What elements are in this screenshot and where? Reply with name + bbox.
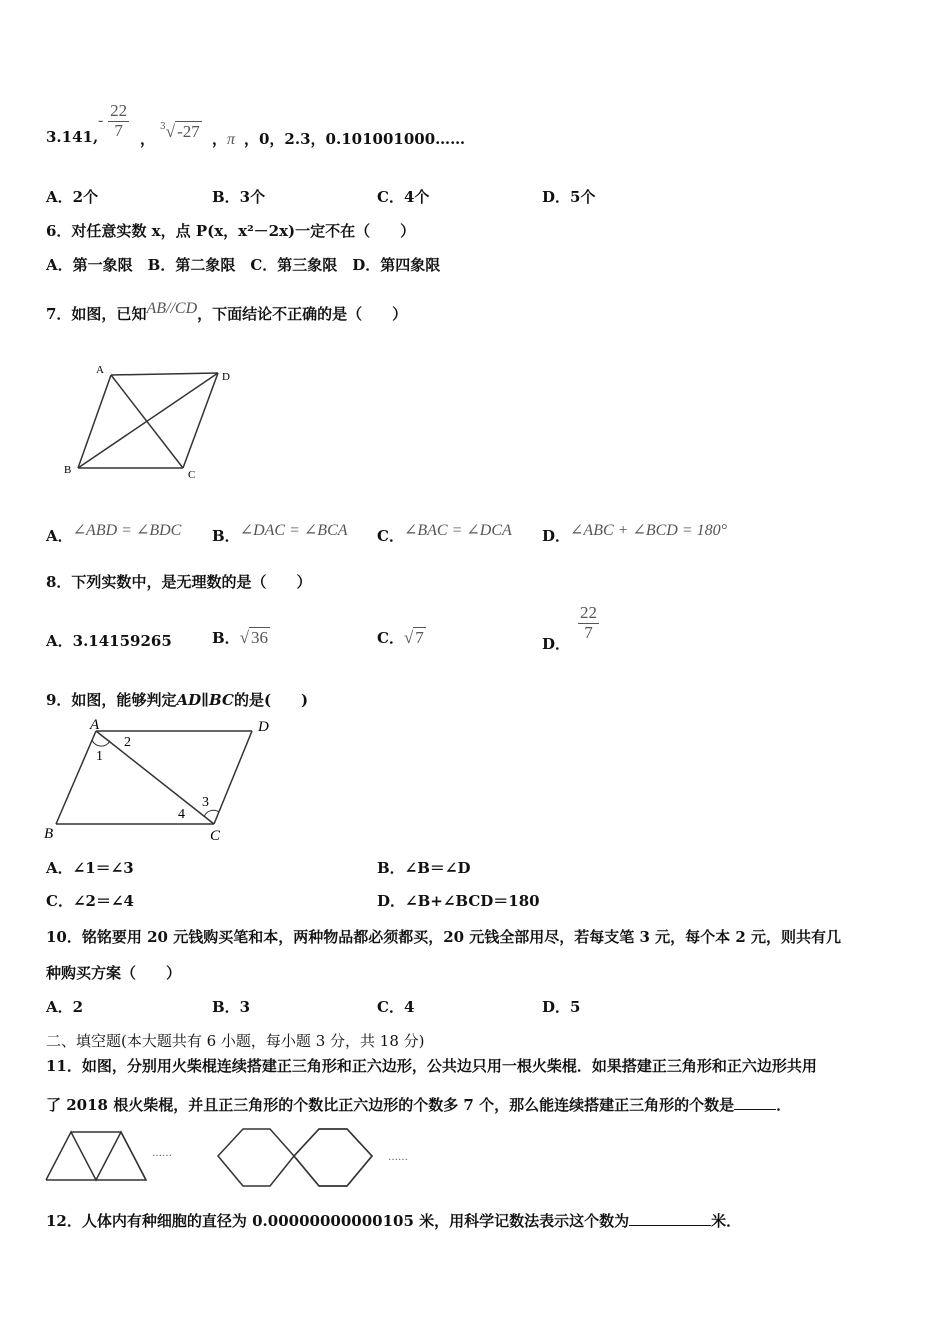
q9-angle-4: 4 [178, 807, 185, 822]
q5-comma: ， [140, 130, 156, 148]
q9-option-d[interactable]: D．∠B+∠BCD＝180 [377, 892, 540, 910]
q5-option-c[interactable]: C．4个 [377, 188, 430, 206]
q9-stem-prefix: 9．如图，能够判定 [46, 691, 177, 709]
q10-option-c[interactable]: C．4 [377, 998, 415, 1016]
q8-option-c-radicand: 7 [415, 628, 424, 647]
q8-option-d-denominator: 7 [584, 622, 593, 642]
q11-stem-line-2-text: 了 2018 根火柴棍，并且正三角形的个数比正六边形的个数多 7 个，那么能连续搭建正三角形的个数是 [46, 1096, 735, 1114]
q7-option-b-math: ∠DAC = ∠BCA [239, 522, 348, 539]
q5-option-b[interactable]: B．3个 [212, 188, 266, 206]
q8-option-d-letter: D． [542, 635, 571, 654]
q9-figure [44, 714, 284, 844]
q5-rest: ，0，2.3，0.101001000…… [244, 130, 466, 148]
q11-dots-hexagons: …… [388, 1152, 408, 1163]
q9-option-b[interactable]: B．∠B＝∠D [377, 859, 471, 877]
q5-fraction [98, 102, 129, 140]
q5-fraction-denominator: 7 [114, 120, 123, 140]
q9-angle-2: 2 [124, 735, 131, 750]
q8-option-b-letter: B． [212, 629, 240, 647]
q8-option-d[interactable] [542, 604, 599, 654]
q12-stem [46, 1210, 741, 1231]
q7-label-a: A [96, 364, 104, 376]
q8-option-c[interactable]: C．√ 7 [377, 628, 424, 647]
q7-option-d[interactable] [542, 520, 727, 546]
q11-stem-line-2-end: ． [776, 1096, 792, 1114]
q7-stem-math: AB//CD [146, 300, 198, 317]
q10-option-a[interactable]: A．2 [46, 998, 84, 1016]
q9-label-d: D [258, 719, 269, 735]
q7-label-b: B [64, 464, 72, 476]
q9-option-a[interactable]: A．∠1＝∠3 [46, 859, 134, 877]
q5-option-d[interactable]: D．5个 [542, 188, 596, 206]
q5-cube-root-radicand: -27 [177, 122, 200, 141]
q8-option-c-letter: C． [377, 629, 404, 647]
q5-numbers [46, 128, 98, 146]
q11-answer-blank[interactable] [734, 1109, 776, 1110]
q6-stem: 6．对任意实数 x，点 P(x，x²－2x)一定不在（ ） [46, 222, 416, 240]
q9-angle-1: 1 [96, 749, 103, 764]
section-2-heading: 二、填空题(本大题共有 6 小题，每小题 3 分，共 18 分) [46, 1032, 425, 1050]
q7-option-a-letter: A． [46, 527, 73, 545]
q7-option-b[interactable] [212, 520, 348, 546]
q8-stem: 8．下列实数中，是无理数的是（ ） [46, 573, 312, 591]
q8-option-b[interactable]: B．√ 36 [212, 628, 269, 647]
q7-option-d-math: ∠ABC + ∠BCD = 180° [570, 522, 728, 539]
q5-cube-root: $^3$√ -27 [160, 122, 200, 141]
q7-figure [58, 358, 238, 483]
q5-option-a[interactable]: A．2个 [46, 188, 99, 206]
q9-option-c[interactable]: C．∠2＝∠4 [46, 892, 134, 910]
q7-option-a[interactable] [46, 520, 181, 546]
q7-stem-prefix: 7．如图，已知 [46, 305, 147, 323]
q7-label-c: C [188, 469, 196, 481]
q7-label-d: D [222, 371, 230, 383]
q5-value-1: 3.141, [46, 128, 99, 146]
q8-option-a[interactable]: A．3.14159265 [46, 632, 172, 650]
q9-stem [46, 689, 308, 710]
q10-stem-line-2: 种购买方案（ ） [46, 964, 182, 982]
q7-stem [46, 300, 407, 324]
q9-label-c: C [210, 828, 221, 844]
q11-stem-line-1: 11．如图，分别用火柴棍连续搭建正三角形和正六边形，公共边只用一根火柴棍．如果搭建正三角形和正六边形共用 [46, 1057, 817, 1075]
q7-option-c[interactable] [377, 520, 512, 546]
q10-option-b[interactable]: B．3 [212, 998, 251, 1016]
q8-option-d-numerator: 22 [580, 603, 598, 622]
q12-answer-blank[interactable] [629, 1225, 711, 1226]
q7-option-b-letter: B． [212, 527, 240, 545]
q5-cube-root-index: 3 [160, 122, 166, 132]
q5-fraction-minus: - [98, 112, 104, 130]
q9-stem-suffix: 的是( ) [233, 691, 309, 709]
q6-options[interactable]: A．第一象限 B．第二象限 C．第三象限 D．第四象限 [46, 256, 441, 274]
q8-option-b-radicand: 36 [251, 628, 269, 647]
q7-option-a-math: ∠ABD = ∠BDC [72, 522, 182, 539]
q10-stem-line-1: 10．铭铭要用 20 元钱购买笔和本，两种物品都必须都买，20 元钱全部用尽，若每支笔 3 元，每个本 2 元，则共有几 [46, 928, 842, 946]
q11-dots-triangles: …… [152, 1148, 172, 1159]
q12-stem-text: 12．人体内有种细胞的直径为 0.00000000000105 米，用科学记数法表示这个数为 [46, 1212, 630, 1230]
q7-option-c-letter: C． [377, 527, 404, 545]
q7-option-d-letter: D． [542, 527, 571, 545]
q9-angle-3: 3 [202, 795, 209, 810]
q5-fraction-numerator: 22 [110, 101, 128, 120]
q7-stem-suffix: ，下面结论不正确的是（ ） [197, 305, 408, 323]
q10-option-d[interactable]: D．5 [542, 998, 581, 1016]
q9-label-b: B [44, 826, 54, 842]
q5-pi-symbol: π [227, 131, 236, 148]
q12-stem-end: 米． [711, 1212, 742, 1230]
q11-stem-line-2 [46, 1094, 791, 1115]
q9-stem-math: AD∥BC [176, 691, 234, 709]
q9-label-a: A [90, 717, 100, 733]
q7-option-c-math: ∠BAC = ∠DCA [403, 522, 512, 539]
q5-pi: ，π [212, 130, 236, 148]
q11-figure-hexagon-3 [290, 1124, 380, 1194]
